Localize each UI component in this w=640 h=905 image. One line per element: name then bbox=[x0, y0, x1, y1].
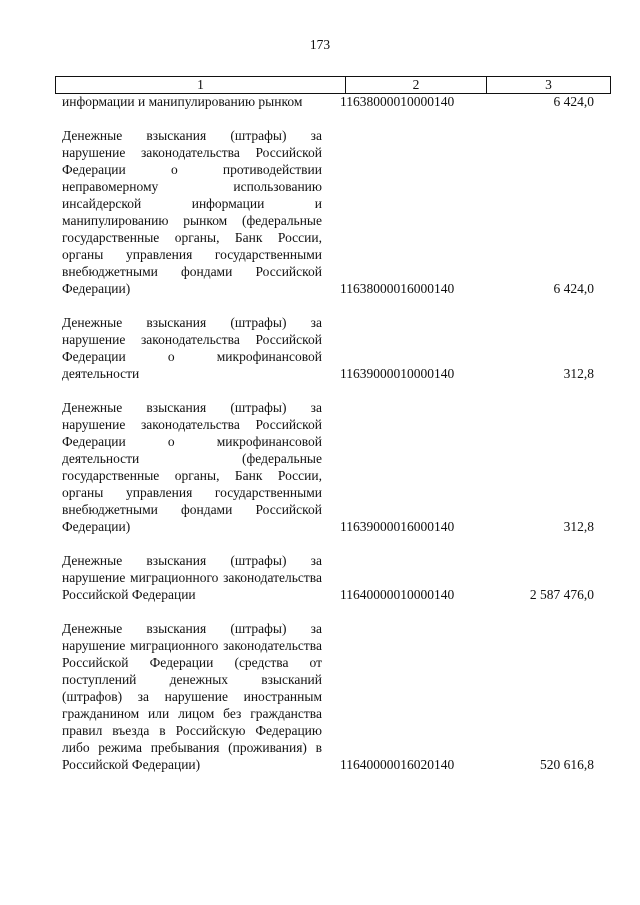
row-description: Денежные взыскания (штрафы) за нарушение миграционного законодательства Российской Федерации (средства от поступлений денежных взысканий (штрафов) за нарушение иностранным гражданином или лицом без гражданства правил въезда в Российскую Федерацию либо режима пребывания (проживания) в Российской Федерации) bbox=[62, 621, 322, 772]
table-row bbox=[0, 620, 640, 773]
row-description: Денежные взыскания (штрафы) за нарушение законодательства Российской Федерации о противодействии неправомерному использованию инсайдерской информации и манипулированию рынком (федеральные государственные органы, Банк России, органы управления государственными внебюджетными фондами Российской Федерации) bbox=[62, 128, 322, 296]
table-row bbox=[0, 552, 640, 603]
row-amount: 312,8 bbox=[563, 519, 594, 534]
row-amount: 520 616,8 bbox=[540, 757, 594, 772]
column-header-row bbox=[56, 77, 611, 94]
row-code: 11639000010000140 bbox=[340, 366, 455, 381]
column-header-3: 3 bbox=[487, 77, 611, 94]
table-row bbox=[0, 399, 640, 535]
column-header-1: 1 bbox=[56, 77, 346, 94]
row-amount: 2 587 476,0 bbox=[529, 587, 594, 602]
column-header-2: 2 bbox=[346, 77, 487, 94]
row-code: 11638000010000140 bbox=[340, 94, 455, 109]
row-code: 11639000016000140 bbox=[340, 519, 455, 534]
column-header-table bbox=[55, 76, 611, 94]
table-row bbox=[0, 127, 640, 297]
row-description: Денежные взыскания (штрафы) за нарушение законодательства Российской Федерации о микрофинансовой деятельности bbox=[62, 315, 322, 381]
page-number: 173 bbox=[309, 37, 331, 52]
row-amount: 312,8 bbox=[563, 366, 594, 381]
row-description: информации и манипулированию рынком bbox=[62, 94, 303, 109]
row-code: 11640000016020140 bbox=[340, 757, 455, 772]
budget-rows bbox=[0, 93, 640, 773]
row-code: 11638000016000140 bbox=[340, 281, 455, 296]
row-code: 11640000010000140 bbox=[340, 587, 455, 602]
row-amount: 6 424,0 bbox=[553, 94, 594, 109]
table-row bbox=[0, 93, 640, 110]
row-description: Денежные взыскания (штрафы) за нарушение миграционного законодательства Российской Федерации bbox=[62, 553, 322, 602]
row-description: Денежные взыскания (штрафы) за нарушение законодательства Российской Федерации о микрофинансовой деятельности (федеральные государственные органы, Банк России, органы управления государственными внебюджетными фондами Российской Федерации) bbox=[62, 400, 322, 534]
table-row bbox=[0, 314, 640, 382]
row-amount: 6 424,0 bbox=[553, 281, 594, 296]
